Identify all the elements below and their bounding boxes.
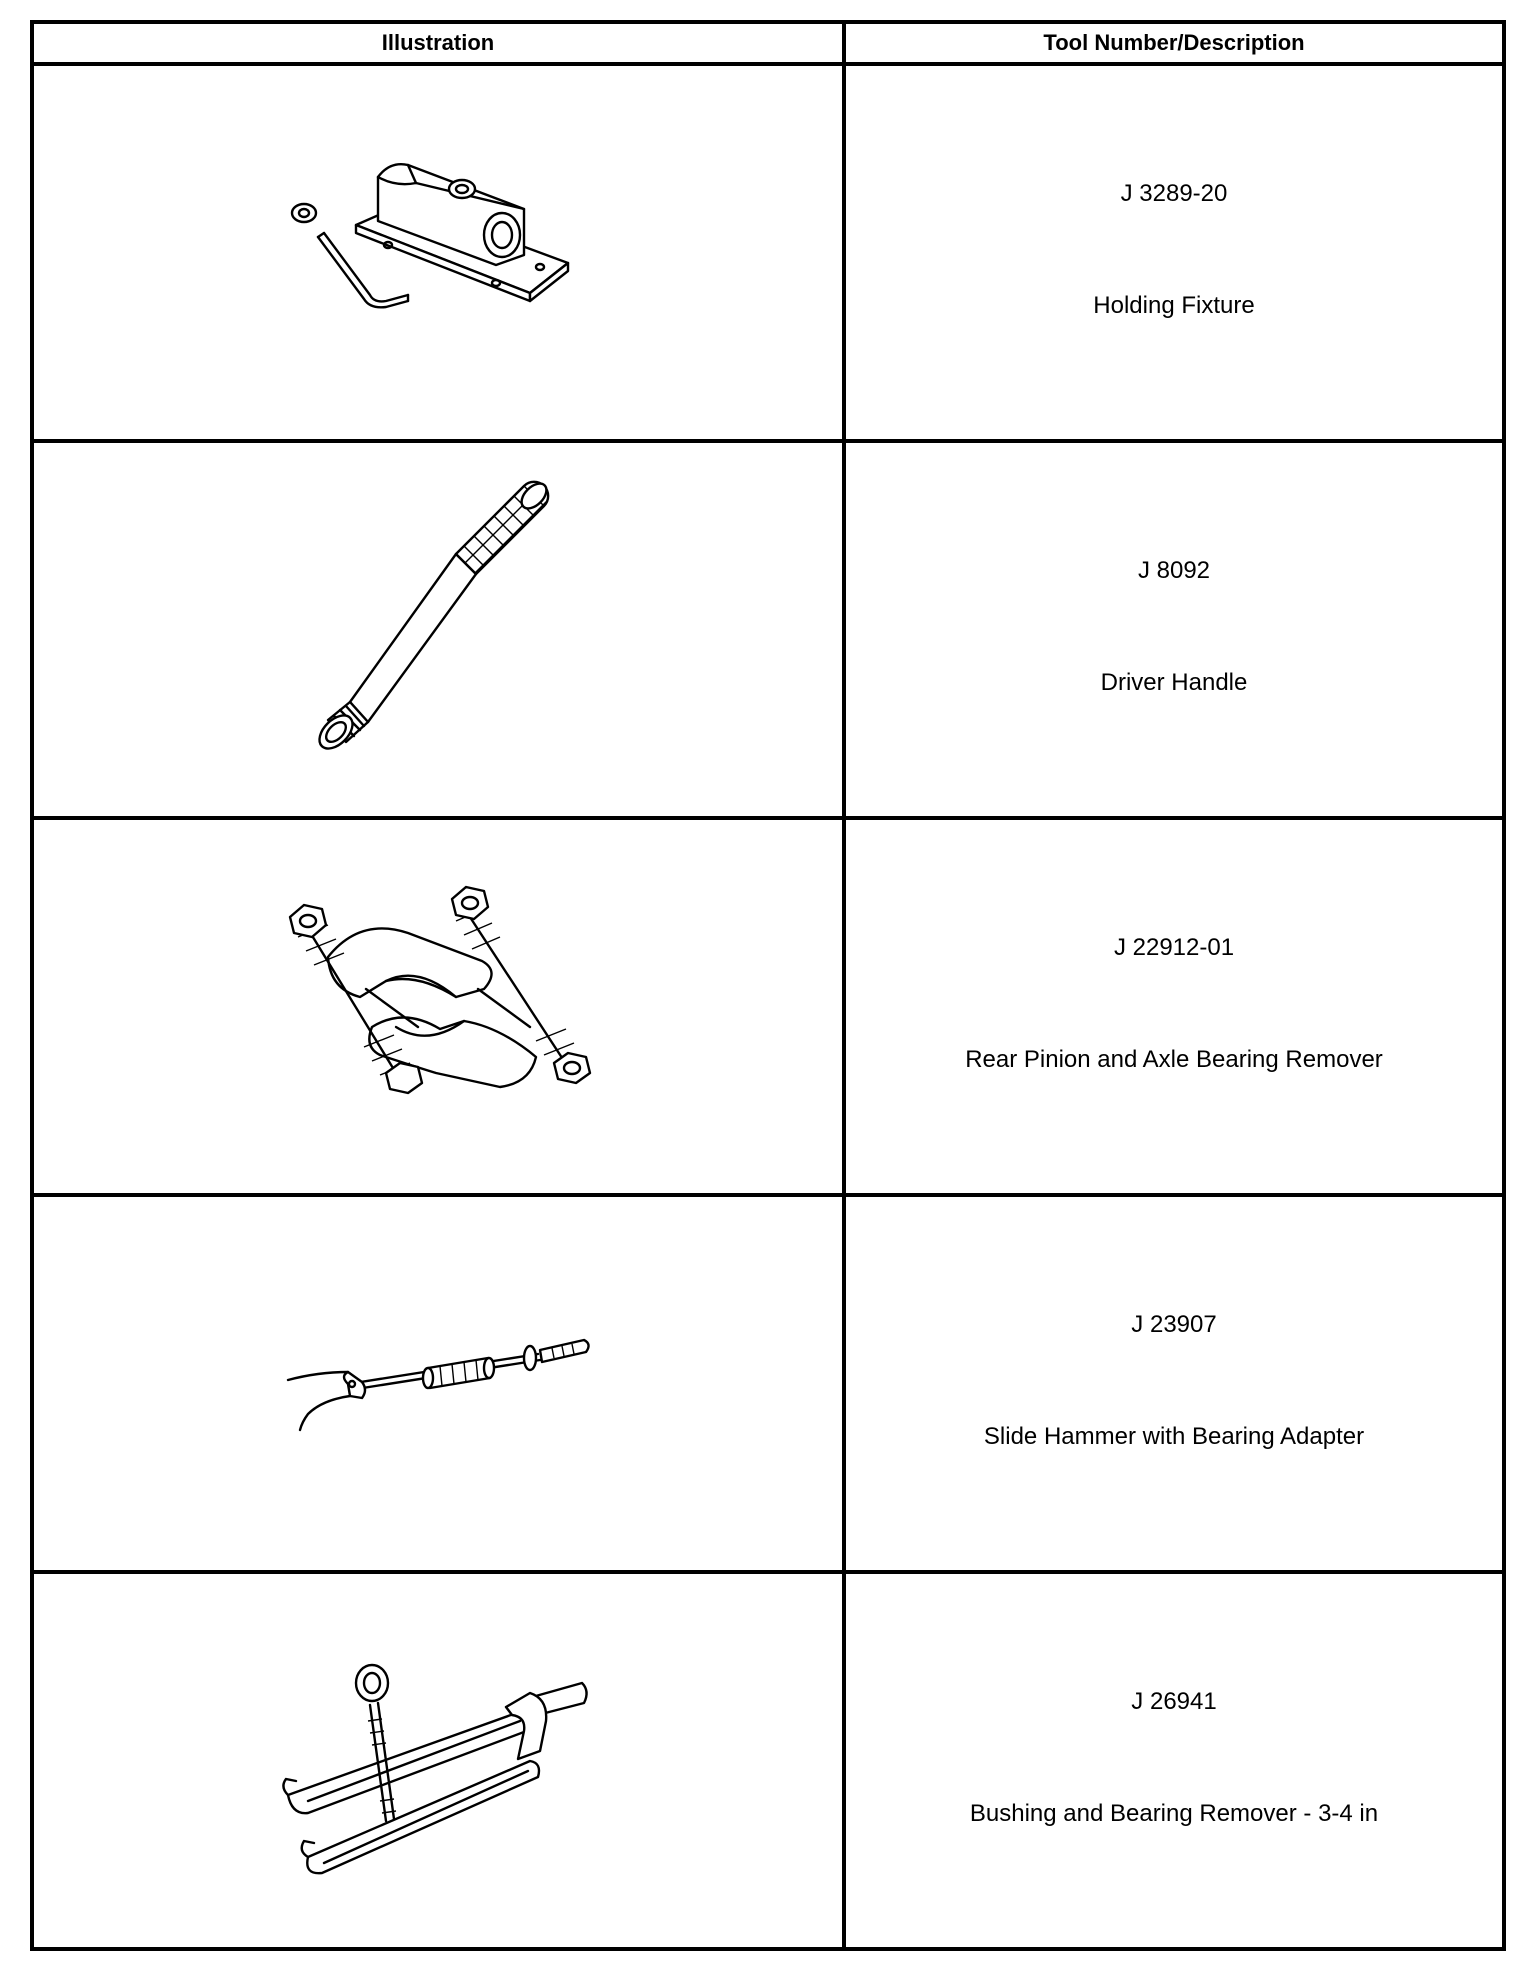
illustration-cell: [32, 1195, 844, 1572]
description-cell: [844, 1572, 1504, 1949]
tool-number: J 3289-20: [1120, 179, 1228, 207]
table-row: [32, 64, 1504, 441]
tool-number: J 22912-01: [1113, 933, 1235, 961]
description-cell: [844, 1195, 1504, 1572]
description-cell: [844, 441, 1504, 818]
illustration-cell: [32, 1572, 844, 1949]
tool-number: J 23907: [1131, 1310, 1217, 1338]
description-cell: [844, 818, 1504, 1195]
illustration-cell: [32, 818, 844, 1195]
header-row: [32, 22, 1504, 64]
table-row: [32, 441, 1504, 818]
illustration-cell: [32, 441, 844, 818]
tool-description: Holding Fixture: [1093, 291, 1255, 319]
tool-number: J 8092: [1137, 556, 1211, 584]
table-row: [32, 818, 1504, 1195]
tool-number: J 26941: [1131, 1687, 1217, 1715]
tool-description: Bushing and Bearing Remover - 3-4 in: [969, 1799, 1379, 1827]
description-cell: [844, 64, 1504, 441]
table-row: [32, 1572, 1504, 1949]
illustration-cell: [32, 64, 844, 441]
tool-description: Rear Pinion and Axle Bearing Remover: [965, 1045, 1383, 1073]
bearing-remover-icon: [268, 877, 608, 1137]
tool-description: Driver Handle: [1100, 668, 1248, 696]
holding-fixture-icon: [278, 143, 598, 363]
bushing-remover-icon: [268, 1641, 608, 1881]
illustration-header: Illustration: [32, 22, 844, 64]
driver-handle-icon: [278, 470, 598, 790]
slide-hammer-icon: [278, 1314, 598, 1454]
table-row: [32, 1195, 1504, 1572]
tool-description: Slide Hammer with Bearing Adapter: [983, 1422, 1365, 1450]
special-tools-table: [30, 20, 1506, 1951]
description-header: Tool Number/Description: [844, 22, 1504, 64]
